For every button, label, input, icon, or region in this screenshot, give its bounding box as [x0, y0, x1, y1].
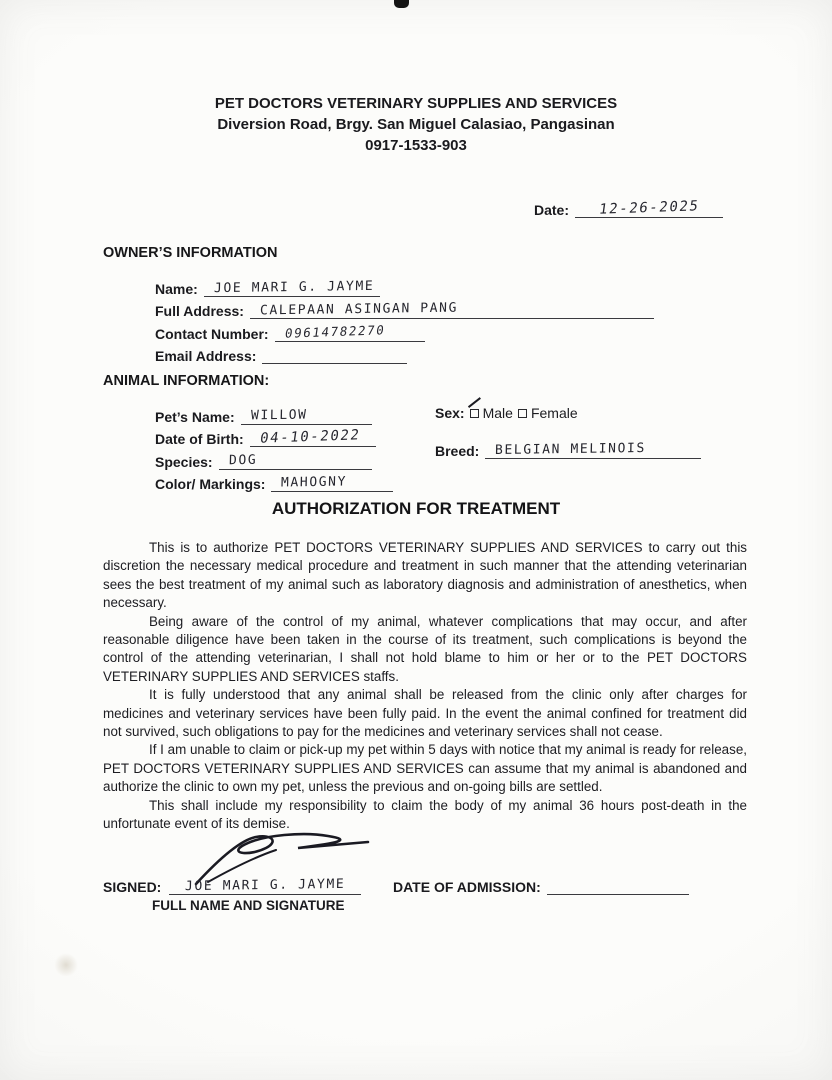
owner-section-title: OWNER’S INFORMATION — [103, 245, 278, 261]
species-value: DOG — [228, 452, 258, 468]
signed-handwritten-name: JOE MARI G. JAYME — [185, 876, 346, 895]
dob-line — [250, 428, 376, 447]
signed-field — [103, 876, 361, 895]
pet-name-label: Pet’s Name: — [155, 408, 235, 425]
sex-label: Sex: — [435, 405, 465, 421]
color-markings-row — [155, 470, 393, 493]
owner-name-row — [155, 274, 654, 297]
color-markings-label: Color/ Markings: — [155, 476, 266, 492]
authorization-paragraph-1: This is to authorize PET DOCTORS VETERINARY SUPPLIES AND SERVICES to carry out this discretion the necessary medical procedure and treatment in such manner that the attending veterinarian sees the best treatment of my animal such as laboratory diagnosis and administration of anesthetics, when necessary. — [103, 540, 747, 611]
clinic-phone: 0917-1533-903 — [365, 137, 467, 154]
breed-label: Breed: — [435, 442, 480, 459]
clinic-address: Diversion Road, Brgy. San Miguel Calasiao, Pangasinan — [217, 116, 615, 133]
owner-name-label: Name: — [155, 280, 198, 297]
signature-area — [0, 834, 832, 914]
owner-email-label: Email Address: — [155, 348, 257, 364]
date-label: Date: — [534, 202, 570, 218]
admission-field — [393, 876, 689, 895]
pet-name-row — [155, 402, 393, 425]
authorization-title: AUTHORIZATION FOR TREATMENT — [271, 499, 561, 518]
authorization-paragraph-3: It is fully understood that any animal shall be released from the clinic only after charges for medicines and veterinary services have been fully paid. In the event the animal confined for treatment did not survived, such obligations to pay for the medicines and veterinary services shall not cease. — [103, 687, 747, 740]
species-line — [219, 451, 372, 470]
pet-name-value: WILLOW — [250, 407, 308, 423]
owner-email-row — [155, 342, 654, 365]
color-markings-value: MAHOGNY — [281, 474, 348, 491]
owner-fields — [155, 274, 654, 364]
owner-name-line — [204, 278, 380, 297]
dob-row — [155, 425, 393, 448]
female-checkbox — [518, 409, 527, 418]
species-row — [155, 447, 393, 470]
male-option-label: Male — [482, 405, 513, 421]
owner-contact-value: 09614782270 — [283, 321, 386, 341]
owner-address-value: CALEPAAN ASINGAN PANG — [259, 300, 459, 319]
species-label: Species: — [155, 453, 213, 470]
male-checkbox — [470, 409, 479, 418]
dob-label: Date of Birth: — [155, 431, 244, 447]
female-option-label: Female — [530, 405, 578, 421]
breed-line — [485, 440, 701, 459]
male-checkmark — [467, 397, 480, 408]
authorization-body — [103, 539, 747, 834]
pet-name-line — [241, 406, 372, 425]
owner-email-line — [262, 345, 407, 364]
breed-row — [435, 436, 701, 459]
breed-value: BELGIAN MELINOIS — [495, 440, 647, 458]
owner-name-value: JOE MARI G. JAYME — [213, 278, 375, 296]
date-line — [575, 199, 723, 218]
owner-address-line — [250, 300, 654, 319]
signed-caption: FULL NAME AND SIGNATURE — [152, 898, 345, 913]
owner-contact-label: Contact Number: — [155, 325, 269, 342]
owner-contact-row — [155, 319, 654, 342]
authorization-paragraph-5: This shall include my responsibility to claim the body of my animal 36 hours post-death in the unfortunate event of its demise. — [103, 797, 747, 832]
animal-section-title: ANIMAL INFORMATION: — [103, 373, 270, 389]
date-handwritten-value: 12-26-2025 — [597, 198, 701, 218]
admission-label: DATE OF ADMISSION: — [393, 879, 541, 895]
paper-smudge — [54, 953, 78, 977]
owner-address-label: Full Address: — [155, 303, 244, 319]
cutoff-text-artifact — [394, 0, 409, 8]
clinic-header — [0, 93, 832, 156]
admission-line — [547, 876, 689, 895]
dob-value: 04-10-2022 — [258, 427, 362, 447]
authorization-paragraph-2: Being aware of the control of my animal, whatever complications that may occur, and after reasonable diligence have been taken in the course of its treatment, such complications is beyond the control of the attending veterinarian, I shall not hold blame to him or her or to the PET DOCTORS VETERINARY SUPPLIES AND SERVICES staffs. — [103, 613, 747, 684]
signed-line — [169, 876, 361, 895]
owner-contact-line — [275, 323, 425, 342]
color-markings-line — [271, 473, 393, 492]
signed-label: SIGNED: — [103, 879, 162, 895]
authorization-paragraph-4: If I am unable to claim or pick-up my pet within 5 days with notice that my animal is ready for release, PET DOCTORS VETERINARY SUPPLIES AND SERVICES can assume that my animal is abandoned and authorize the clinic to own my pet, unless the previous and on-going bills are settled. — [103, 742, 747, 795]
date-field — [534, 199, 723, 218]
owner-address-row — [155, 297, 654, 320]
sex-field — [435, 405, 578, 421]
clinic-name: PET DOCTORS VETERINARY SUPPLIES AND SERVICES — [214, 95, 618, 112]
animal-fields-left — [155, 402, 393, 492]
